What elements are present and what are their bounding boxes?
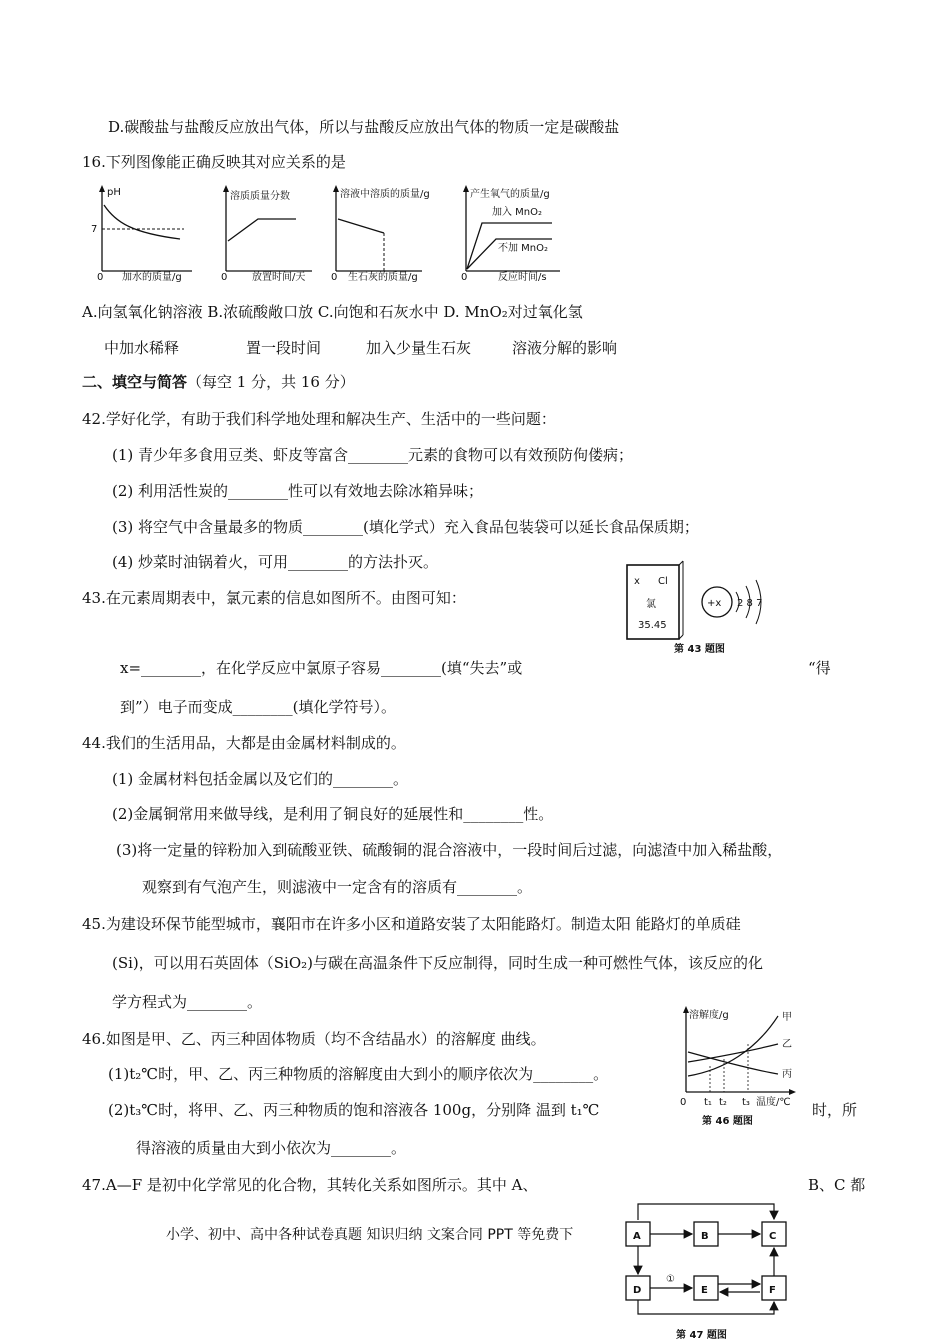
chart-16c-origin: 0 bbox=[331, 272, 338, 283]
line-q45: 45.为建设环保节能型城市，襄阳市在许多小区和道路安装了太阳能路灯。制造太阳 能路灯的单质硅 bbox=[82, 915, 741, 933]
fig47-caption: 第 47 题图 bbox=[676, 1330, 727, 1341]
line-q44-2: (2)金属铜常用来做导线，是利用了铜良好的延展性和________性。 bbox=[112, 805, 554, 823]
figure-43 bbox=[616, 556, 792, 656]
line-q42-1: (1) 青少年多食用豆类、虾皮等富含________元素的食物可以有效预防佝偻病； bbox=[112, 446, 634, 464]
line-q47: 47.A—F 是初中化学常见的化合物，其转化关系如图所示。其中 A、 bbox=[82, 1176, 538, 1194]
chart-16b-ylabel: 溶质质量分数 bbox=[230, 191, 290, 202]
section-2-note: （每空 1 分，共 16 分） bbox=[187, 373, 355, 391]
line-q16-c2: 加入少量生石灰 bbox=[366, 339, 472, 357]
figure-46 bbox=[674, 1004, 804, 1128]
line-q16: 16.下列图像能正确反映其对应关系的是 bbox=[82, 153, 346, 171]
line-q44-3b: 观察到有气泡产生，则滤液中一定含有的溶质有________。 bbox=[142, 878, 533, 896]
fig46-caption: 第 46 题图 bbox=[702, 1116, 753, 1127]
fig47-node-b: B bbox=[701, 1231, 709, 1242]
fig47-node-f: F bbox=[769, 1285, 776, 1296]
chart-16a-xlabel: 加水的质量/g bbox=[122, 272, 182, 283]
fig46-ylabel: 溶解度/g bbox=[689, 1010, 729, 1021]
line-q46-2: (2)t₃℃时，将甲、乙、丙三种物质的饱和溶液各 100g，分别降 温到 t₁℃ bbox=[108, 1101, 600, 1119]
line-q42-2: (2) 利用活性炭的________性可以有效地去除冰箱异味； bbox=[112, 482, 484, 500]
line-q44-1: (1) 金属材料包括金属以及它们的________。 bbox=[112, 770, 409, 788]
fig46-origin: 0 bbox=[680, 1097, 687, 1108]
chart-16c-ylabel: 溶液中溶质的质量/g bbox=[340, 189, 430, 200]
fig46-tick-t3: t₃ bbox=[742, 1097, 750, 1108]
chart-16d-series-1: 加入 MnO₂ bbox=[492, 207, 543, 218]
line-q16-opts: A.向氢氧化钠溶液 B.浓硫酸敞口放 C.向饱和石灰水中 D. MnO₂对过氧化氢 bbox=[82, 303, 583, 321]
line-q44-3: (3)将一定量的锌粉加入到硫酸亚铁、硫酸铜的混合溶液中，一段时间后过滤，向滤渣中加入稀盐酸， bbox=[116, 841, 783, 859]
footer-text: 小学、初中、高中各种试卷真题 知识归纳 文案合同 PPT 等免费下 bbox=[166, 1227, 574, 1243]
figure-47 bbox=[610, 1198, 800, 1344]
line-q46: 46.如图是甲、乙、丙三种固体物质（均不含结晶水）的溶解度 曲线。 bbox=[82, 1030, 546, 1048]
chart-16b-origin: 0 bbox=[221, 272, 228, 283]
chart-16a-origin: 0 bbox=[97, 272, 104, 283]
line-q15d: D.碳酸盐与盐酸反应放出气体，所以与盐酸反应放出气体的物质一定是碳酸盐 bbox=[108, 118, 620, 136]
fig43-x: x bbox=[634, 576, 640, 587]
fig46-tick-t1: t₁ bbox=[704, 1097, 712, 1108]
fig47-node-c: C bbox=[769, 1231, 777, 1242]
chart-16b bbox=[212, 183, 322, 283]
line-q16-d2: 溶液分解的影响 bbox=[512, 339, 618, 357]
line-q42-4: (4) 炒菜时油锅着火，可用________的方法扑灭。 bbox=[112, 553, 439, 571]
line-q43-a-right: “得 bbox=[808, 659, 831, 677]
chart-16c-xlabel: 生石灰的质量/g bbox=[348, 272, 418, 283]
chart-16a bbox=[88, 183, 198, 283]
section-2-heading: 二、填空与简答 bbox=[82, 373, 188, 391]
line-q46-1: (1)t₂℃时，甲、乙、丙三种物质的溶解度由大到小的顺序依次为________。 bbox=[108, 1065, 609, 1083]
fig47-node-a: A bbox=[633, 1231, 641, 1242]
line-q47-right: B、C 都 bbox=[808, 1176, 866, 1194]
fig46-series-bing: 丙 bbox=[782, 1069, 792, 1080]
fig46-xlabel: 温度/℃ bbox=[756, 1097, 791, 1108]
chart-16d-xlabel: 反应时间/s bbox=[498, 272, 547, 283]
fig46-series-yi: 乙 bbox=[782, 1039, 792, 1050]
line-q45-b: (Si)，可以用石英固体（SiO₂)与碳在高温条件下反应制得，同时生成一种可燃性气体，该反应的化 bbox=[112, 954, 764, 972]
fig47-label-1: ① bbox=[666, 1274, 675, 1285]
fig43-shells: 2 8 7 bbox=[737, 598, 763, 609]
section-2-title bbox=[82, 372, 355, 392]
line-q42-3: (3) 将空气中含量最多的物质________(填化学式）充入食品包装袋可以延长食品保质期； bbox=[112, 518, 699, 536]
line-q16-b2: 置一段时间 bbox=[246, 339, 322, 357]
chart-16c bbox=[322, 183, 432, 283]
chart-16d-origin: 0 bbox=[461, 272, 468, 283]
fig47-node-e: E bbox=[701, 1285, 708, 1296]
line-q16-a2: 中加水稀释 bbox=[104, 339, 180, 357]
fig43-caption: 第 43 题图 bbox=[674, 644, 725, 655]
line-q43-b: 到”）电子而变成________(填化学符号）。 bbox=[120, 698, 397, 716]
chart-16a-ylabel: pH bbox=[107, 187, 121, 198]
chart-16d-ylabel: 产生氧气的质量/g bbox=[470, 189, 550, 200]
chart-16d-series-2: 不加 MnO₂ bbox=[498, 243, 549, 254]
chart-16a-ref: 7 bbox=[91, 224, 98, 235]
line-q44: 44.我们的生活用品，大都是由金属材料制成的。 bbox=[82, 734, 406, 752]
fig47-node-d: D bbox=[633, 1285, 642, 1296]
fig43-mass: 35.45 bbox=[638, 620, 667, 631]
chart-16b-xlabel: 放置时间/天 bbox=[252, 272, 306, 283]
chart-16d bbox=[452, 183, 572, 283]
fig46-series-jia: 甲 bbox=[782, 1012, 792, 1023]
line-q42: 42.学好化学，有助于我们科学地处理和解决生产、生活中的一些问题： bbox=[82, 410, 556, 428]
fig43-name: 氯 bbox=[646, 599, 656, 610]
line-q45-c: 学方程式为________。 bbox=[112, 993, 263, 1011]
line-q46-2b: 得溶液的质量由大到小依次为________。 bbox=[136, 1139, 407, 1157]
fig46-tick-t2: t₂ bbox=[719, 1097, 727, 1108]
fig43-symbol: Cl bbox=[658, 576, 668, 587]
line-q46-2-right: 时，所 bbox=[812, 1101, 858, 1119]
fig43-nucleus: +x bbox=[707, 598, 722, 609]
line-q43: 43.在元素周期表中，氯元素的信息如图所不。由图可知： bbox=[82, 589, 466, 607]
line-q43-a: x=________，在化学反应中氯原子容易________(填“失去”或 bbox=[120, 659, 523, 677]
